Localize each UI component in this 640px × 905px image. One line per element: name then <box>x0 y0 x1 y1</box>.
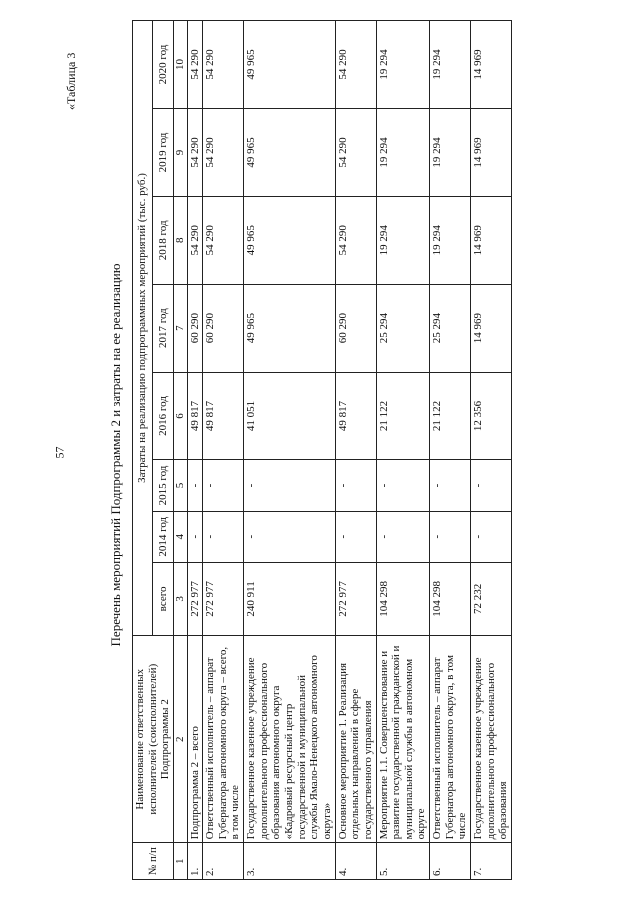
row-value: 19 294 <box>430 21 471 109</box>
table-reference: «Таблица 3 <box>64 52 78 110</box>
row-value: - <box>376 511 430 562</box>
row-total: 240 911 <box>244 562 335 635</box>
row-num: 5. <box>376 843 430 880</box>
row-value: 21 122 <box>376 372 430 460</box>
header-year: 2015 год <box>153 460 173 511</box>
header-year: 2018 год <box>153 196 173 284</box>
row-value: - <box>471 511 512 562</box>
header-year: 2019 год <box>153 109 173 197</box>
row-value: 49 817 <box>187 372 203 460</box>
row-value: 60 290 <box>187 284 203 372</box>
row-total: 272 977 <box>335 562 376 635</box>
row-value: 60 290 <box>335 284 376 372</box>
column-number: 4 <box>173 511 187 562</box>
row-value: 19 294 <box>376 21 430 109</box>
column-number: 5 <box>173 460 187 511</box>
row-value: 19 294 <box>430 196 471 284</box>
table-row <box>430 21 471 880</box>
column-number: 2 <box>173 636 187 843</box>
row-value: - <box>430 460 471 511</box>
row-value: 54 290 <box>187 21 203 109</box>
header-year: 2016 год <box>153 372 173 460</box>
measures-table <box>132 20 512 880</box>
row-total: 72 232 <box>471 562 512 635</box>
table-row <box>376 21 430 880</box>
row-value: - <box>187 460 203 511</box>
row-value: 14 969 <box>471 109 512 197</box>
row-value: - <box>244 511 335 562</box>
column-number: 8 <box>173 196 187 284</box>
table-row <box>244 21 335 880</box>
row-value: 19 294 <box>376 196 430 284</box>
column-number: 1 <box>173 843 187 880</box>
column-number: 9 <box>173 109 187 197</box>
row-value: 14 969 <box>471 21 512 109</box>
row-value: 49 965 <box>244 196 335 284</box>
row-value: 49 965 <box>244 21 335 109</box>
row-num: 6. <box>430 843 471 880</box>
row-value: 14 969 <box>471 196 512 284</box>
row-value: 60 290 <box>203 284 244 372</box>
row-num: 3. <box>244 843 335 880</box>
row-value: - <box>335 511 376 562</box>
row-total: 272 977 <box>187 562 203 635</box>
header-name: Наименование ответственных исполнителей (соисполнителей) Подпрограммы 2 <box>133 636 174 843</box>
row-num: 1. <box>187 843 203 880</box>
row-name: Подпрограмма 2 – всего <box>187 636 203 843</box>
header-row-group <box>133 21 153 880</box>
row-value: - <box>203 460 244 511</box>
column-number: 10 <box>173 21 187 109</box>
document-title: Перечень мероприятий Подпрограммы 2 и затраты на ее реализацию <box>108 263 123 647</box>
row-value: 49 965 <box>244 284 335 372</box>
header-year: 2020 год <box>153 21 173 109</box>
row-value: 54 290 <box>335 109 376 197</box>
header-year: 2017 год <box>153 284 173 372</box>
row-total: 272 977 <box>203 562 244 635</box>
row-value: - <box>430 511 471 562</box>
row-value: - <box>471 460 512 511</box>
header-num: № п/п <box>133 843 174 880</box>
table-row <box>471 21 512 880</box>
row-value: - <box>203 511 244 562</box>
row-value: 25 294 <box>376 284 430 372</box>
row-value: 19 294 <box>376 109 430 197</box>
table-row <box>187 21 203 880</box>
column-number: 6 <box>173 372 187 460</box>
row-value: 54 290 <box>187 196 203 284</box>
row-value: 54 290 <box>203 21 244 109</box>
row-value: 21 122 <box>430 372 471 460</box>
row-num: 4. <box>335 843 376 880</box>
row-value: 41 051 <box>244 372 335 460</box>
row-value: 54 290 <box>203 109 244 197</box>
table-row <box>203 21 244 880</box>
row-value: 49 965 <box>244 109 335 197</box>
header-costs-group: Затраты на реализацию подпрограммных мероприятий (тыс. руб.) <box>133 21 153 636</box>
row-value: 54 290 <box>203 196 244 284</box>
header-year: 2014 год <box>153 511 173 562</box>
column-number: 3 <box>173 562 187 635</box>
column-number-row <box>173 21 187 880</box>
row-value: - <box>187 511 203 562</box>
row-value: - <box>244 460 335 511</box>
row-value: - <box>335 460 376 511</box>
row-total: 104 298 <box>430 562 471 635</box>
table-row <box>335 21 376 880</box>
row-value: - <box>376 460 430 511</box>
row-name: Государственное казенное учреждение дополнительного профессионального образования автономного округа «Кадровый ресурсный центр государственной и муниципальной службы Ямало-Ненецкого автономного округа» <box>244 636 335 843</box>
row-value: 25 294 <box>430 284 471 372</box>
row-num: 7. <box>471 843 512 880</box>
row-name: Основное мероприятие 1. Реализация отдельных направлений в сфере государственного управления <box>335 636 376 843</box>
row-value: 54 290 <box>335 21 376 109</box>
row-name: Государственное казенное учреждение дополнительного профессионального образования <box>471 636 512 843</box>
row-value: 54 290 <box>187 109 203 197</box>
header-total: всего <box>153 562 173 635</box>
row-name: Ответственный исполнитель – аппарат Губернатора автономного округа, в том числе <box>430 636 471 843</box>
rotated-page-content <box>20 20 620 890</box>
row-value: 14 969 <box>471 284 512 372</box>
row-value: 49 817 <box>335 372 376 460</box>
row-name: Мероприятие 1.1. Совершенствование и развитие государственной гражданской и муниципальной службы в автономном округе <box>376 636 430 843</box>
row-value: 49 817 <box>203 372 244 460</box>
column-number: 7 <box>173 284 187 372</box>
row-total: 104 298 <box>376 562 430 635</box>
row-name: Ответственный исполнитель – аппарат Губернатора автономного округа – всего, в том числе <box>203 636 244 843</box>
page-number: 57 <box>52 446 67 459</box>
row-value: 54 290 <box>335 196 376 284</box>
row-value: 12 356 <box>471 372 512 460</box>
row-value: 19 294 <box>430 109 471 197</box>
row-num: 2. <box>203 843 244 880</box>
